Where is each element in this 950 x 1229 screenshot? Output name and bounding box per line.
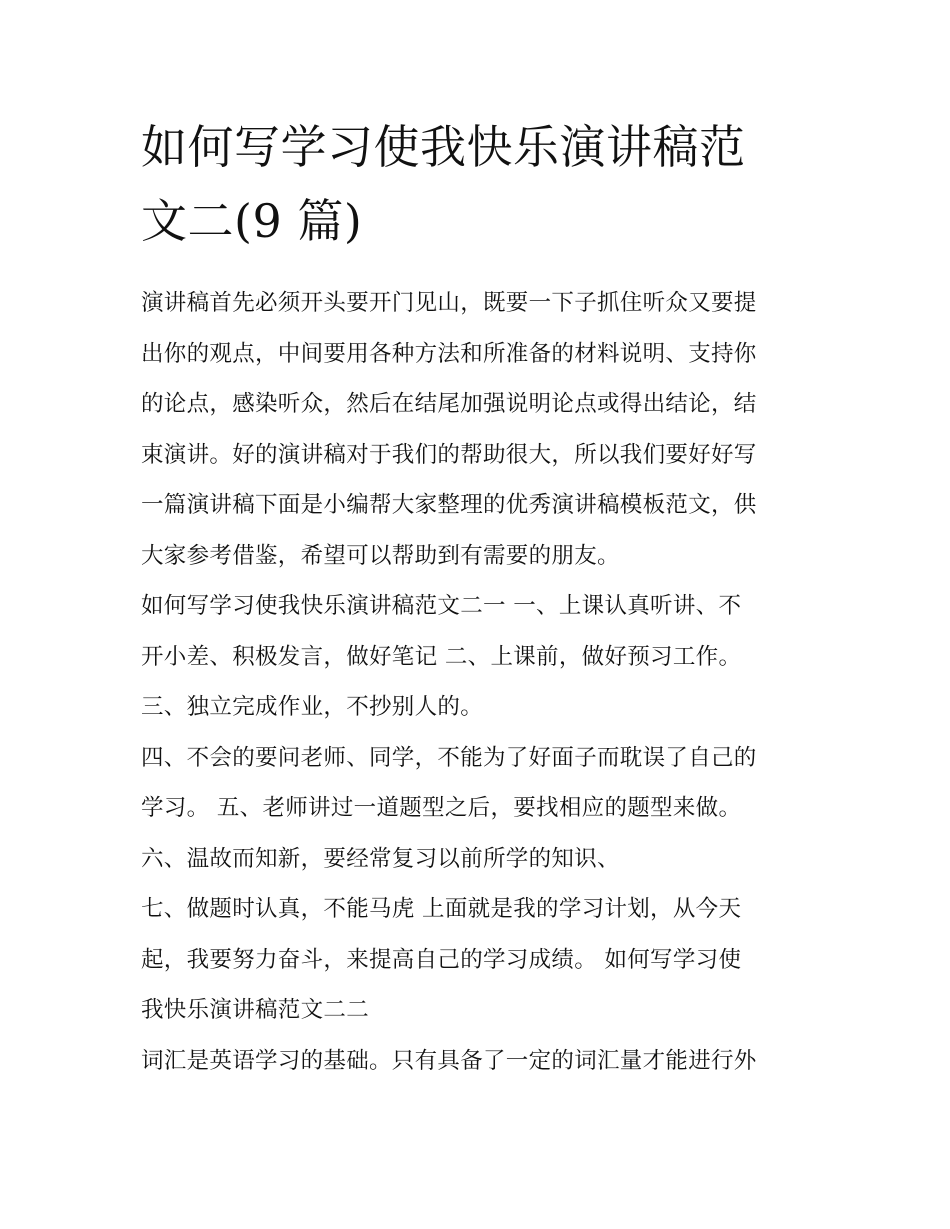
text-line: 四、不会的要问老师、同学，不能为了好面子而耽误了自己的 <box>141 744 757 771</box>
paragraph-essay-two-start <box>141 1036 813 1087</box>
text-line: 一篇演讲稿下面是小编帮大家整理的优秀演讲稿模板范文，供 <box>141 492 757 518</box>
text-line: 束演讲。好的演讲稿对于我们的帮助很大，所以我们要好好写 <box>141 441 757 468</box>
paragraph-essay-one-start <box>141 581 813 682</box>
text-line: 词汇是英语学习的基础。只有具备了一定的词汇量才能进行外 <box>141 1047 757 1074</box>
document-page <box>141 110 813 1086</box>
text-line: 大家参考借鉴，希望可以帮助到有需要的朋友。 <box>141 542 620 569</box>
text-line: 开小差、积极发言，做好笔记 二、上课前，做好预习工作。 <box>141 643 742 670</box>
text-line: 演讲稿首先必须开头要开门见山，既要一下子抓住听众又要提 <box>141 290 757 316</box>
title-line: 如何写学习使我快乐演讲稿范 <box>141 120 746 174</box>
paragraph-intro <box>141 278 813 581</box>
text-line: 如何写学习使我快乐演讲稿范文二一 一、上课认真听讲、不 <box>141 593 742 619</box>
paragraph-item-four <box>141 733 813 834</box>
text-line: 学习。 五、老师讲过一道题型之后，要找相应的题型来做。 <box>141 795 742 821</box>
text-line: 出你的观点，中间要用各种方法和所准备的材料说明、支持你 <box>141 340 757 367</box>
text-line: 七、做题时认真，不能马虎 上面就是我的学习计划，从今天 <box>141 896 742 922</box>
paragraph-item-seven <box>141 884 813 1036</box>
paragraph-item-six <box>141 834 813 885</box>
text-line: 三、独立完成作业，不抄别人的。 <box>141 694 484 720</box>
text-line: 六、温故而知新，要经常复习以前所学的知识、 <box>141 845 620 872</box>
document-body <box>141 278 813 1086</box>
title-line: 文二(9 篇) <box>141 194 363 248</box>
text-line: 起，我要努力奋斗，来提高自己的学习成绩。 如何写学习使 <box>141 946 742 973</box>
text-line: 我快乐演讲稿范文二二 <box>141 997 370 1023</box>
paragraph-item-three <box>141 682 813 733</box>
document-title <box>141 110 813 258</box>
text-line: 的论点，感染听众，然后在结尾加强说明论点或得出结论，结 <box>141 391 757 417</box>
